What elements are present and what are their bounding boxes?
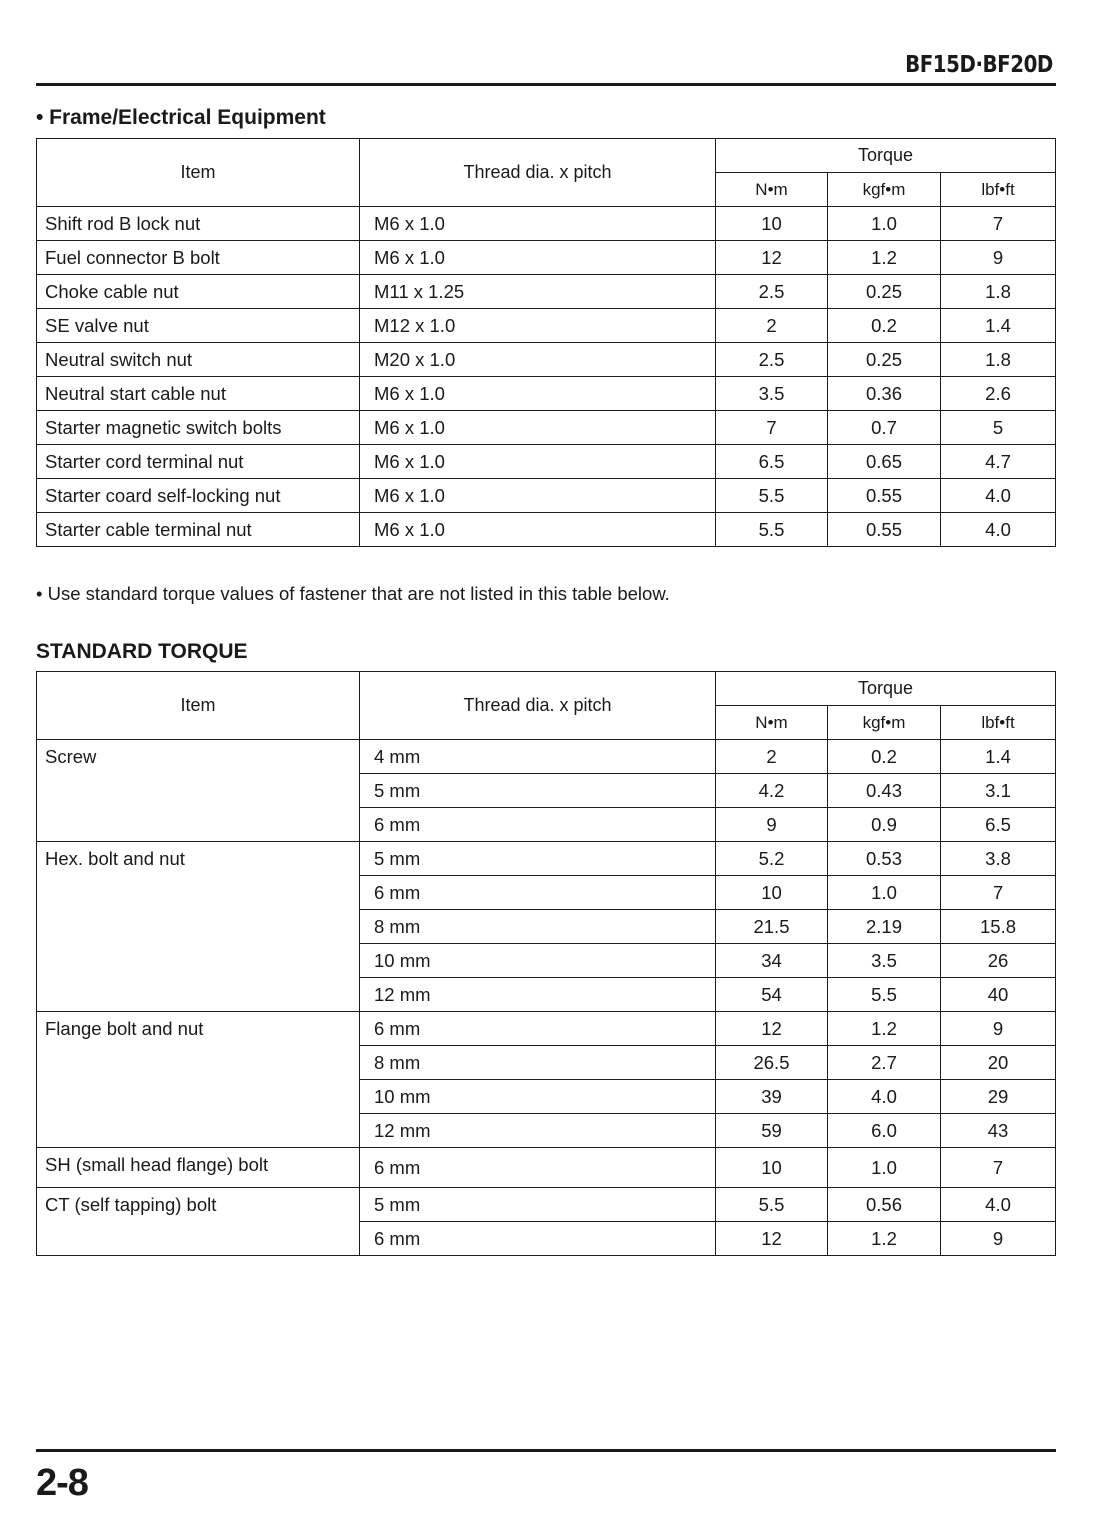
page-number: 2-8 (36, 1462, 88, 1504)
header-torque: Torque (716, 672, 1056, 706)
thread-cell: M20 x 1.0 (360, 343, 716, 377)
table-row (37, 740, 1056, 774)
header-lbfft: lbf•ft (941, 706, 1056, 740)
thread-cell: 12 mm (360, 1114, 716, 1148)
nm-cell: 6.5 (716, 445, 828, 479)
lbfft-cell: 29 (941, 1080, 1056, 1114)
kgfm-cell: 1.2 (828, 1222, 941, 1256)
nm-cell: 4.2 (716, 774, 828, 808)
thread-cell: M6 x 1.0 (360, 445, 716, 479)
kgfm-cell: 2.7 (828, 1046, 941, 1080)
lbfft-cell: 3.1 (941, 774, 1056, 808)
kgfm-cell: 0.55 (828, 513, 941, 547)
kgfm-cell: 4.0 (828, 1080, 941, 1114)
lbfft-cell: 7 (941, 876, 1056, 910)
kgfm-cell: 2.19 (828, 910, 941, 944)
thread-cell: 10 mm (360, 1080, 716, 1114)
nm-cell: 7 (716, 411, 828, 445)
thread-cell: 6 mm (360, 876, 716, 910)
kgfm-cell: 1.0 (828, 876, 941, 910)
thread-cell: 6 mm (360, 808, 716, 842)
table-row (37, 309, 1056, 343)
header-kgfm: kgf•m (828, 173, 941, 207)
nm-cell: 54 (716, 978, 828, 1012)
nm-cell: 12 (716, 1012, 828, 1046)
item-cell: Screw (37, 740, 360, 842)
nm-cell: 5.5 (716, 513, 828, 547)
thread-cell: M6 x 1.0 (360, 411, 716, 445)
header-rule (36, 83, 1056, 86)
kgfm-cell: 0.7 (828, 411, 941, 445)
header-item: Item (37, 672, 360, 740)
nm-cell: 59 (716, 1114, 828, 1148)
nm-cell: 21.5 (716, 910, 828, 944)
item-cell: Shift rod B lock nut (37, 207, 360, 241)
kgfm-cell: 6.0 (828, 1114, 941, 1148)
item-cell: Flange bolt and nut (37, 1012, 360, 1148)
thread-cell: 12 mm (360, 978, 716, 1012)
lbfft-cell: 15.8 (941, 910, 1056, 944)
table-row (37, 479, 1056, 513)
nm-cell: 9 (716, 808, 828, 842)
kgfm-cell: 0.2 (828, 740, 941, 774)
kgfm-cell: 0.9 (828, 808, 941, 842)
lbfft-cell: 26 (941, 944, 1056, 978)
thread-cell: M11 x 1.25 (360, 275, 716, 309)
thread-cell: 6 mm (360, 1222, 716, 1256)
frame-torque-table (36, 138, 1056, 547)
nm-cell: 12 (716, 241, 828, 275)
item-cell: SE valve nut (37, 309, 360, 343)
standard-torque-note: • Use standard torque values of fastener that are not listed in this table below. (36, 583, 670, 604)
table-row (37, 377, 1056, 411)
lbfft-cell: 4.0 (941, 479, 1056, 513)
thread-cell: 10 mm (360, 944, 716, 978)
header-nm: N•m (716, 173, 828, 207)
nm-cell: 5.2 (716, 842, 828, 876)
item-cell: Hex. bolt and nut (37, 842, 360, 1012)
item-cell: CT (self tapping) bolt (37, 1188, 360, 1256)
lbfft-cell: 9 (941, 1012, 1056, 1046)
nm-cell: 2 (716, 309, 828, 343)
item-cell: Starter coard self-locking nut (37, 479, 360, 513)
item-cell: Starter cable terminal nut (37, 513, 360, 547)
item-cell: Choke cable nut (37, 275, 360, 309)
table-row (37, 445, 1056, 479)
header-nm: N•m (716, 706, 828, 740)
header-thread: Thread dia. x pitch (360, 672, 716, 740)
thread-cell: 5 mm (360, 774, 716, 808)
lbfft-cell: 40 (941, 978, 1056, 1012)
table-row (37, 241, 1056, 275)
lbfft-cell: 1.4 (941, 740, 1056, 774)
lbfft-cell: 43 (941, 1114, 1056, 1148)
thread-cell: 8 mm (360, 1046, 716, 1080)
kgfm-cell: 1.2 (828, 1012, 941, 1046)
thread-cell: M6 x 1.0 (360, 513, 716, 547)
nm-cell: 3.5 (716, 377, 828, 411)
frame-section-title: • Frame/Electrical Equipment (36, 106, 326, 129)
kgfm-cell: 1.0 (828, 207, 941, 241)
thread-cell: M6 x 1.0 (360, 479, 716, 513)
nm-cell: 26.5 (716, 1046, 828, 1080)
kgfm-cell: 0.43 (828, 774, 941, 808)
thread-cell: 6 mm (360, 1012, 716, 1046)
table-row (37, 1012, 1056, 1046)
nm-cell: 10 (716, 1148, 828, 1188)
lbfft-cell: 1.8 (941, 343, 1056, 377)
thread-cell: M6 x 1.0 (360, 207, 716, 241)
nm-cell: 12 (716, 1222, 828, 1256)
lbfft-cell: 4.0 (941, 1188, 1056, 1222)
kgfm-cell: 0.25 (828, 275, 941, 309)
header-kgfm: kgf•m (828, 706, 941, 740)
footer-rule (36, 1449, 1056, 1452)
table-row (37, 842, 1056, 876)
thread-cell: 4 mm (360, 740, 716, 774)
lbfft-cell: 3.8 (941, 842, 1056, 876)
kgfm-cell: 0.55 (828, 479, 941, 513)
item-cell: SH (small head flange) bolt (37, 1148, 360, 1188)
table-row (37, 1188, 1056, 1222)
nm-cell: 2 (716, 740, 828, 774)
table-row (37, 411, 1056, 445)
item-cell: Fuel connector B bolt (37, 241, 360, 275)
thread-cell: 6 mm (360, 1148, 716, 1188)
lbfft-cell: 7 (941, 1148, 1056, 1188)
table-row (37, 343, 1056, 377)
header-item: Item (37, 139, 360, 207)
standard-torque-table (36, 671, 1056, 1256)
item-cell: Starter cord terminal nut (37, 445, 360, 479)
lbfft-cell: 2.6 (941, 377, 1056, 411)
kgfm-cell: 0.25 (828, 343, 941, 377)
lbfft-cell: 9 (941, 1222, 1056, 1256)
kgfm-cell: 3.5 (828, 944, 941, 978)
thread-cell: M12 x 1.0 (360, 309, 716, 343)
kgfm-cell: 0.65 (828, 445, 941, 479)
item-cell: Starter magnetic switch bolts (37, 411, 360, 445)
table-row (37, 1148, 1056, 1188)
kgfm-cell: 0.2 (828, 309, 941, 343)
lbfft-cell: 1.8 (941, 275, 1056, 309)
kgfm-cell: 0.56 (828, 1188, 941, 1222)
kgfm-cell: 1.0 (828, 1148, 941, 1188)
thread-cell: M6 x 1.0 (360, 241, 716, 275)
lbfft-cell: 9 (941, 241, 1056, 275)
header-thread: Thread dia. x pitch (360, 139, 716, 207)
lbfft-cell: 6.5 (941, 808, 1056, 842)
item-cell: Neutral start cable nut (37, 377, 360, 411)
nm-cell: 10 (716, 207, 828, 241)
nm-cell: 39 (716, 1080, 828, 1114)
thread-cell: 5 mm (360, 1188, 716, 1222)
table-row (37, 513, 1056, 547)
thread-cell: 8 mm (360, 910, 716, 944)
table-row (37, 207, 1056, 241)
kgfm-cell: 0.53 (828, 842, 941, 876)
lbfft-cell: 7 (941, 207, 1056, 241)
thread-cell: 5 mm (360, 842, 716, 876)
nm-cell: 5.5 (716, 479, 828, 513)
table-row (37, 275, 1056, 309)
standard-section-title: STANDARD TORQUE (36, 640, 248, 663)
nm-cell: 34 (716, 944, 828, 978)
nm-cell: 5.5 (716, 1188, 828, 1222)
thread-cell: M6 x 1.0 (360, 377, 716, 411)
nm-cell: 10 (716, 876, 828, 910)
kgfm-cell: 1.2 (828, 241, 941, 275)
model-title: BF15D·BF20D (905, 52, 1053, 78)
nm-cell: 2.5 (716, 343, 828, 377)
header-torque: Torque (716, 139, 1056, 173)
nm-cell: 2.5 (716, 275, 828, 309)
kgfm-cell: 0.36 (828, 377, 941, 411)
lbfft-cell: 20 (941, 1046, 1056, 1080)
header-lbfft: lbf•ft (941, 173, 1056, 207)
lbfft-cell: 5 (941, 411, 1056, 445)
item-cell: Neutral switch nut (37, 343, 360, 377)
lbfft-cell: 4.7 (941, 445, 1056, 479)
kgfm-cell: 5.5 (828, 978, 941, 1012)
lbfft-cell: 4.0 (941, 513, 1056, 547)
lbfft-cell: 1.4 (941, 309, 1056, 343)
